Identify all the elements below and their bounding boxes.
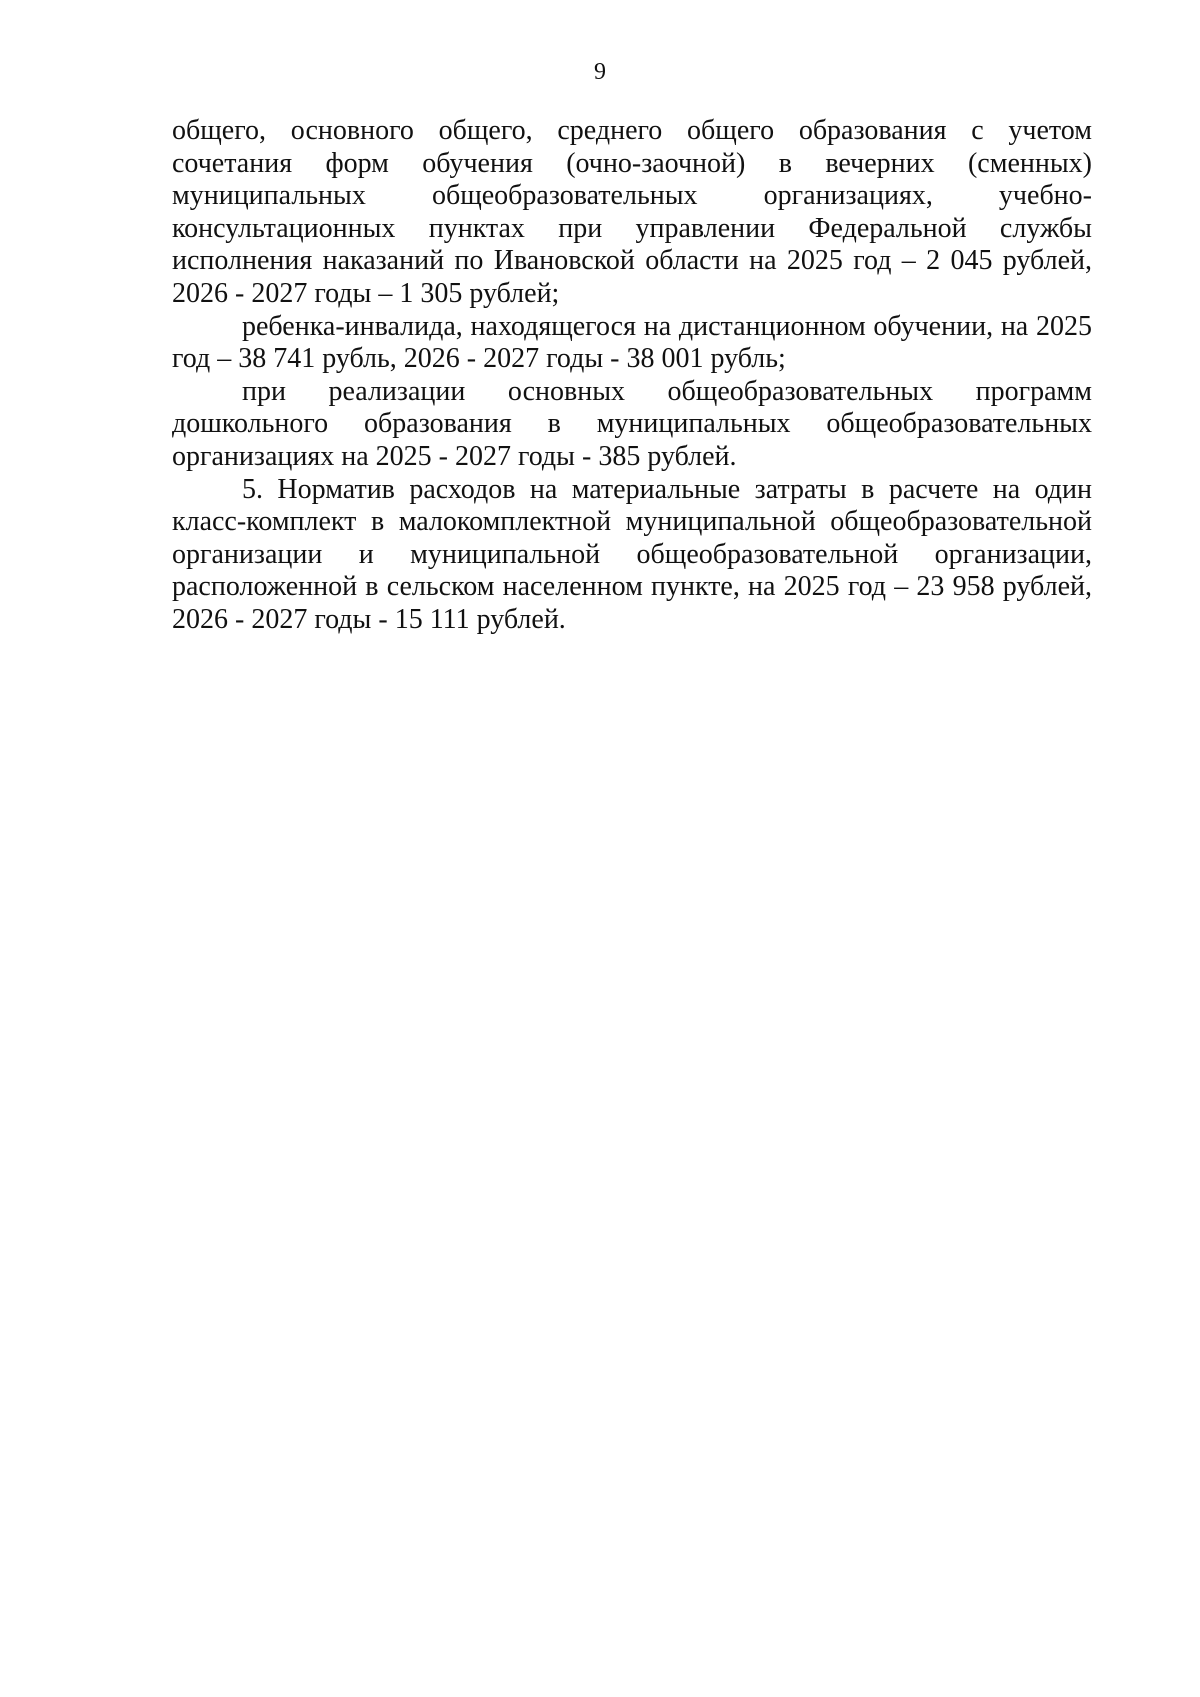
page-number: 9 [594,59,606,85]
paragraph-material-costs: 5. Норматив расходов на материальные затраты в расчете на один класс-комплект в малокомплектной муниципальной общеобразовательной организации и муниципальной общеобразовательной организации, расположенной в сельском населенном пункте, на 2025 год – 23 958 рублей, 2026 - 2027 годы - 15 111 рублей. [172,473,1092,635]
paragraph-education-forms: общего, основного общего, среднего общего образования с учетом сочетания форм обучения (очно-заочной) в вечерних (сменных) муниципальных общеобразовательных организациях, учебно-консультационных пунктах при управлении Федеральной службы исполнения наказаний по Ивановской области на 2025 год – 2 045 рублей, 2026 - 2027 годы – 1 305 рублей; [172,115,1092,309]
paragraph-disabled-child-remote: ребенка-инвалида, находящегося на дистанционном обучении, на 2025 год – 38 741 рубль, 2026 - 2027 годы - 38 001 рубль; [172,310,1092,375]
document-body [172,115,1092,637]
paragraph-preschool-programs: при реализации основных общеобразовательных программ дошкольного образования в муниципальных общеобразовательных организациях на 2025 - 2027 годы - 385 рублей. [172,375,1092,472]
